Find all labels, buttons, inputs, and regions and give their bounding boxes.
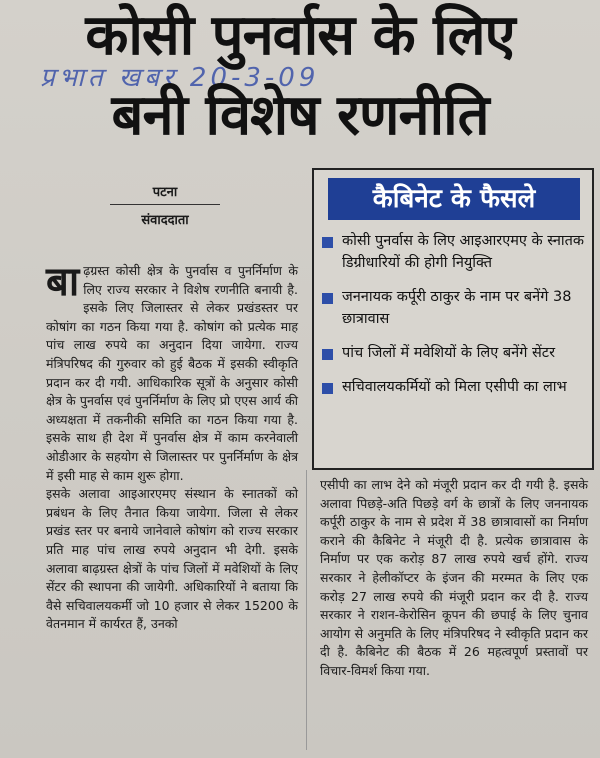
decision-text: सचिवालयकर्मियों को मिला एसीपी का लाभ bbox=[342, 379, 567, 395]
square-bullet-icon bbox=[322, 293, 333, 304]
list-item bbox=[320, 342, 588, 364]
column-divider bbox=[306, 470, 307, 750]
decision-text: जननायक कर्पूरी ठाकुर के नाम पर बनेंगे 38 छात्रावास bbox=[342, 289, 572, 327]
headline-line-1: कोसी पुनर्वास के लिए bbox=[85, 3, 515, 68]
headline-line-2: बनी विशेष रणनीति bbox=[111, 83, 489, 148]
square-bullet-icon bbox=[322, 237, 333, 248]
dateline-city: पटना bbox=[152, 185, 178, 200]
article-paragraph: इसके अलावा आइआरएमए संस्थान के स्नातकों को प्रबंधन के लिए तैनात किया जायेगा. जिला से लेकर प्रखंड स्तर पर बनाये जानेवाले कोषांग को राज्य सरकार प्रति माह पांच लाख रुपये अनुदान भी देगी. इसके अलावा बाढ़ग्रस्त क्षेत्रों के पांच जिलों में मवेशियों के लिए सेंटर की स्थापना की जायेगी. अधिकारियों ने बताया कि वैसे सचिवालयकर्मी जो 10 हजार से लेकर 15200 के वेतनमान में कार्यरत हैं, उनको bbox=[46, 486, 298, 632]
box-title: कैबिनेट के फैसले bbox=[328, 178, 580, 220]
dateline-reporter: संवाददाता bbox=[141, 213, 189, 228]
handwritten-annotation: प्रभात खबर 20-3-09 bbox=[40, 63, 320, 93]
square-bullet-icon bbox=[322, 383, 333, 394]
dateline-divider bbox=[110, 204, 220, 205]
drop-cap: बा bbox=[46, 259, 80, 305]
cabinet-decisions-box bbox=[312, 168, 594, 470]
decision-list bbox=[320, 230, 588, 410]
list-item bbox=[320, 376, 588, 398]
list-item bbox=[320, 286, 588, 330]
decision-text: कोसी पुनर्वास के लिए आइआरएमए के स्नातक डिग्रीधारियों की होगी नियुक्ति bbox=[342, 233, 585, 271]
article-right-column bbox=[320, 476, 588, 681]
article-paragraph: एसीपी का लाभ देने को मंजूरी प्रदान कर दी गयी है. इसके अलावा पिछड़े-अति पिछड़े वर्ग के छात्रों के लिए जननायक कर्पूरी ठाकुर के नाम से प्रदेश में 38 छात्रावासों का निर्माण कराने की कैबिनेट ने मंजूरी दी है. प्रत्येक छात्रावास के निर्माण पर एक करोड़ 87 लाख रुपये खर्च होंगे. राज्य सरकार ने हेलीकॉप्टर के इंजन की मरम्मत के लिए एक करोड़ 27 लाख रुपये की मंजूरी प्रदान कर दी है. राज्य सरकार ने राशन-केरोसिन कूपन की छपाई के लिए चुनाव आयोग से अनुमति के लिए मंत्रिपरिषद ने स्वीकृति प्रदान कर दी है. कैबिनेट की बैठक में 26 महत्वपूर्ण प्रस्तावों पर विचार-विमर्श किया गया. bbox=[320, 477, 588, 678]
article-paragraph: बाढ़ग्रस्त कोसी क्षेत्र के पुनर्वास व पुनर्निर्माण के लिए राज्य सरकार ने विशेष रणनीति बनायी है. इसके लिए जिलास्तर से लेकर प्रखंडस्तर पर कोषांग का गठन किया गया है. कोषांग को प्रत्येक माह पांच लाख रुपये का अनुदान दिया जायेगा. राज्य मंत्रिपरिषद की गुरुवार को हुई बैठक में इसकी स्वीकृति प्रदान कर दी गयी. आधिकारिक सूत्रों के अनुसार कोसी क्षेत्र के पुनर्वास एवं पुनर्निर्माण के लिए प्रो एएस आर्य की अध्यक्षता में तकनीकी समिति का गठन किया गया है. इसके साथ ही देश में पुनर्वास क्षेत्र में काम करनेवाली ओडीआर के सहयोग से जिलास्तर पर पुनर्निर्माण के क्षेत्र में इसी माह से काम शुरू होगा. bbox=[46, 259, 298, 483]
list-item bbox=[320, 230, 588, 274]
article-left-column bbox=[46, 259, 298, 634]
square-bullet-icon bbox=[322, 349, 333, 360]
decision-text: पांच जिलों में मवेशियों के लिए बनेंगे सेंटर bbox=[342, 345, 556, 361]
